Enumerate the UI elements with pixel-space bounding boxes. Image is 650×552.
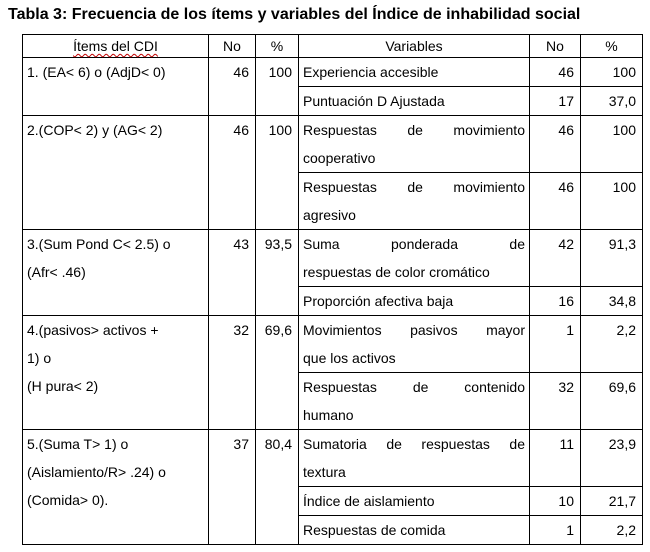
- table-row: [23, 316, 643, 373]
- header-pct-2: %: [581, 35, 643, 58]
- variable-cell: [299, 516, 530, 545]
- cell-line: Sumatoria de respuestas de: [303, 436, 525, 452]
- variable-no-cell: 16: [530, 287, 581, 316]
- table-row: [23, 58, 643, 87]
- item-pct-cell: 93,5: [256, 230, 299, 316]
- variable-cell: [299, 287, 530, 316]
- cell-line: 5.(Suma T> 1) o: [27, 436, 129, 452]
- variable-no-cell: 42: [530, 230, 581, 287]
- cell-line: (H pura< 2): [27, 378, 99, 394]
- cell-line: (Afr< .46): [27, 264, 86, 280]
- variable-pct-cell: 91,3: [581, 230, 643, 287]
- item-no-cell: 37: [209, 430, 256, 545]
- variable-pct-cell: 23,9: [581, 430, 643, 487]
- variable-pct-cell: 100: [581, 173, 643, 230]
- variable-cell: [299, 116, 530, 173]
- cell-line: 2.(COP< 2) y (AG< 2): [27, 122, 163, 138]
- variable-cell: [299, 87, 530, 116]
- header-items: Ítems del CDI: [23, 35, 209, 58]
- cell-line: Respuestas de contenido: [303, 379, 525, 395]
- variable-cell: [299, 487, 530, 516]
- cell-line: cooperativo: [303, 150, 376, 166]
- variable-pct-cell: 69,6: [581, 373, 643, 430]
- item-pct-cell: 69,6: [256, 316, 299, 430]
- cell-line: agresivo: [303, 207, 356, 223]
- item-no-cell: 32: [209, 316, 256, 430]
- variable-pct-cell: 100: [581, 58, 643, 87]
- table-caption: Tabla 3: Frecuencia de los ítems y variables del Índice de inhabilidad social: [8, 6, 581, 23]
- variable-pct-cell: 100: [581, 116, 643, 173]
- table-body: [23, 58, 643, 545]
- item-cell: [23, 230, 209, 316]
- header-row: [23, 35, 643, 58]
- cell-line: (Comida> 0).: [27, 492, 109, 508]
- variable-cell: [299, 58, 530, 87]
- variable-pct-cell: 2,2: [581, 516, 643, 545]
- item-no-cell: 46: [209, 116, 256, 230]
- variable-pct-cell: 2,2: [581, 316, 643, 373]
- header-pct-1: %: [256, 35, 299, 58]
- item-no-cell: 46: [209, 58, 256, 116]
- cell-line: 1) o: [27, 350, 52, 366]
- variable-no-cell: 46: [530, 173, 581, 230]
- item-cell: [23, 116, 209, 230]
- cell-line: textura: [303, 464, 346, 480]
- variable-no-cell: 11: [530, 430, 581, 487]
- cell-line: 1. (EA< 6) o (AdjD< 0): [27, 64, 166, 80]
- variable-no-cell: 46: [530, 116, 581, 173]
- cell-line: Índice de aislamiento: [303, 493, 435, 509]
- cell-line: (Aislamiento/R> .24) o: [27, 464, 166, 480]
- cell-line: Respuestas de comida: [303, 522, 446, 538]
- cell-line: Suma ponderada de: [303, 236, 525, 252]
- variable-no-cell: 10: [530, 487, 581, 516]
- cell-line: respuestas de color cromático: [303, 264, 490, 280]
- cell-line: Movimientos pasivos mayor: [303, 322, 525, 338]
- cell-line: Respuestas de movimiento: [303, 122, 525, 138]
- item-cell: [23, 58, 209, 116]
- variable-no-cell: 32: [530, 373, 581, 430]
- variable-no-cell: 1: [530, 516, 581, 545]
- variable-no-cell: 17: [530, 87, 581, 116]
- table-row: [23, 116, 643, 173]
- variable-no-cell: 46: [530, 58, 581, 87]
- item-pct-cell: 100: [256, 58, 299, 116]
- variable-cell: [299, 316, 530, 373]
- variable-pct-cell: 21,7: [581, 487, 643, 516]
- item-pct-cell: 80,4: [256, 430, 299, 545]
- variable-cell: [299, 430, 530, 487]
- header-no-2: No: [530, 35, 581, 58]
- variable-cell: [299, 373, 530, 430]
- item-cell: [23, 316, 209, 430]
- item-cell: [23, 430, 209, 545]
- item-no-cell: 43: [209, 230, 256, 316]
- cell-line: 3.(Sum Pond C< 2.5) o: [27, 236, 171, 252]
- header-no-1: No: [209, 35, 256, 58]
- cell-line: Puntuación D Ajustada: [303, 93, 445, 109]
- table-row: [23, 430, 643, 487]
- variable-cell: [299, 230, 530, 287]
- variable-pct-cell: 37,0: [581, 87, 643, 116]
- cell-line: 4.(pasivos> activos +: [27, 322, 159, 338]
- table-row: [23, 230, 643, 287]
- header-variables: Variables: [299, 35, 530, 58]
- cell-line: Respuestas de movimiento: [303, 179, 525, 195]
- variable-pct-cell: 34,8: [581, 287, 643, 316]
- cell-line: Experiencia accesible: [303, 64, 439, 80]
- cell-line: que los activos: [303, 350, 396, 366]
- cell-line: Proporción afectiva baja: [303, 293, 454, 309]
- cdi-frequency-table: [22, 34, 643, 545]
- cell-line: humano: [303, 407, 354, 423]
- variable-no-cell: 1: [530, 316, 581, 373]
- variable-cell: [299, 173, 530, 230]
- item-pct-cell: 100: [256, 116, 299, 230]
